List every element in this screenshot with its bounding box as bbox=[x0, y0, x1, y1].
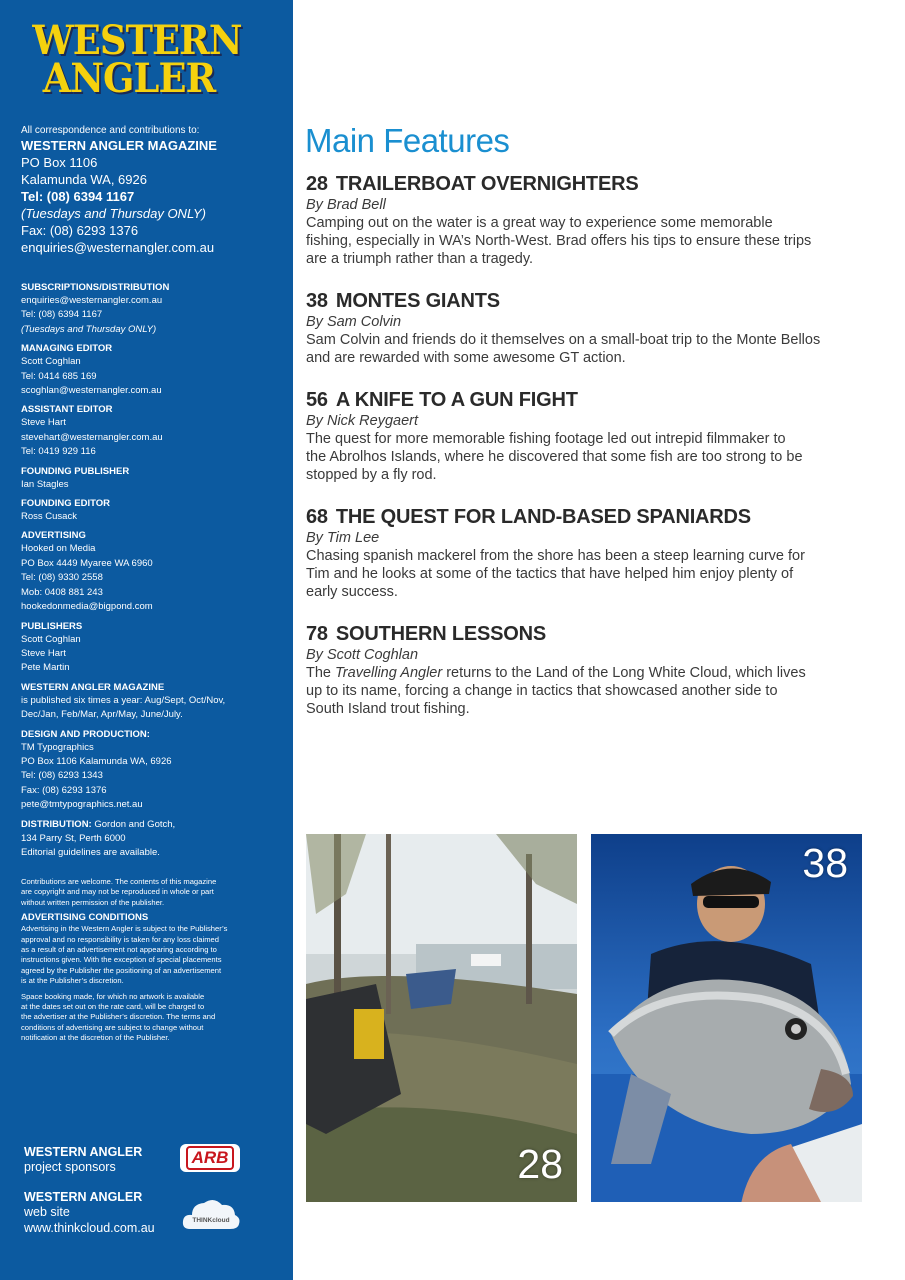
feature-byline: By Sam Colvin bbox=[306, 314, 402, 330]
managing-editor-heading: MANAGING EDITOR bbox=[21, 343, 113, 355]
contact-email[interactable]: enquiries@westernangler.com.au bbox=[21, 240, 215, 255]
feature-heading: THE QUEST FOR LAND-BASED SPANIARDS bbox=[335, 506, 751, 528]
feature-article[interactable] bbox=[306, 388, 866, 484]
feature-page-number: 38 bbox=[306, 290, 328, 312]
feature-article[interactable] bbox=[306, 622, 866, 718]
project-sponsors bbox=[24, 1144, 174, 1176]
publisher-3: Pete Martin bbox=[21, 662, 70, 674]
design-heading: DESIGN AND PRODUCTION: bbox=[21, 728, 150, 740]
contact-magazine: WESTERN ANGLER MAGAZINE bbox=[21, 138, 217, 153]
design-tel: Tel: (08) 6293 1343 bbox=[21, 770, 103, 782]
feature-heading: A KNIFE TO A GUN FIGHT bbox=[335, 389, 578, 411]
feature-title bbox=[306, 289, 866, 313]
contact-intro: All correspondence and contributions to: bbox=[21, 125, 200, 136]
giant-trevally-photo-image bbox=[591, 834, 862, 1202]
distribution-name: Gordon and Gotch, bbox=[94, 818, 176, 830]
space-booking-line: notification at the discretion of the Publisher. bbox=[21, 1033, 170, 1043]
feature-description: stopped by a fly rod. bbox=[306, 467, 437, 483]
managing-editor-tel: Tel: 0414 685 169 bbox=[21, 370, 97, 382]
website-title: WESTERN ANGLER bbox=[24, 1190, 143, 1204]
contact-block bbox=[21, 124, 281, 256]
design-name: TM Typographics bbox=[21, 741, 94, 753]
founding-publisher-name: Ian Stagles bbox=[21, 478, 69, 490]
feature-page-number: 78 bbox=[306, 623, 328, 645]
feature-byline: By Tim Lee bbox=[306, 530, 380, 546]
feature-description: Sam Colvin and friends do it themselves on a small-boat trip to the Monte Bellos bbox=[306, 332, 821, 348]
distribution-address: 134 Parry St, Perth 6000 bbox=[21, 832, 126, 844]
fine-print bbox=[21, 877, 265, 1044]
feature-title bbox=[306, 388, 866, 412]
advertising-heading: ADVERTISING bbox=[21, 530, 86, 542]
feature-description: Chasing spanish mackerel from the shore has been a steep learning curve for bbox=[306, 548, 805, 564]
feature-page-number: 28 bbox=[306, 173, 328, 195]
contact-fax: Fax: (08) 6293 1376 bbox=[21, 223, 139, 238]
advertising-name: Hooked on Media bbox=[21, 543, 96, 555]
thinkcloud-logo-text: THINKcloud bbox=[192, 1217, 230, 1224]
feature-heading: MONTES GIANTS bbox=[335, 290, 500, 312]
page-title: Main Features bbox=[305, 122, 510, 159]
design-email[interactable]: pete@tmtypographics.net.au bbox=[21, 799, 143, 811]
design-po: PO Box 1106 Kalamunda WA, 6926 bbox=[21, 755, 172, 767]
contributions-line: Contributions are welcome. The contents of this magazine bbox=[21, 877, 217, 886]
subscriptions-tel: Tel: (08) 6394 1167 bbox=[21, 309, 103, 321]
contact-tel: Tel: (08) 6394 1167 bbox=[21, 189, 135, 204]
advertising-conditions-line: agreed by the Publisher the positioning of an advertisement bbox=[21, 965, 222, 975]
feature-heading: TRAILERBOAT OVERNIGHTERS bbox=[335, 173, 639, 195]
contact-po-box: PO Box 1106 bbox=[21, 155, 98, 170]
founding-publisher-heading: FOUNDING PUBLISHER bbox=[21, 465, 130, 477]
feature-byline: By Brad Bell bbox=[306, 197, 386, 213]
feature-article[interactable] bbox=[306, 172, 866, 268]
distribution-heading: DISTRIBUTION: bbox=[21, 818, 92, 830]
space-booking-line: conditions of advertising are subject to change without bbox=[21, 1022, 204, 1032]
advertising-conditions-heading: ADVERTISING CONDITIONS bbox=[21, 912, 149, 924]
founding-editor-name: Ross Cusack bbox=[21, 511, 77, 523]
website-url[interactable]: www.thinkcloud.com.au bbox=[24, 1220, 155, 1235]
editorial-guidelines: Editorial guidelines are available. bbox=[21, 847, 160, 859]
thinkcloud-logo[interactable] bbox=[180, 1193, 242, 1237]
contributions-line: without written permission of the publisher. bbox=[21, 897, 165, 907]
arb-logo[interactable] bbox=[180, 1144, 240, 1172]
sidebar bbox=[0, 0, 293, 1280]
subscriptions-hours: (Tuesdays and Thursday ONLY) bbox=[21, 323, 157, 335]
advertising-tel: Tel: (08) 9330 2558 bbox=[21, 572, 103, 584]
advertising-conditions-line: Advertising in the Western Angler is subject to the Publisher’s bbox=[21, 924, 228, 934]
feature-description: fishing, especially in WA’s North-West. Brad offers his tips to ensure these trips bbox=[306, 233, 812, 249]
travelling-angler-title: Travelling Angler bbox=[335, 665, 443, 681]
staff-list bbox=[21, 276, 281, 861]
assistant-editor-name: Steve Hart bbox=[21, 417, 66, 429]
design-fax: Fax: (08) 6293 1376 bbox=[21, 784, 107, 796]
feature-description: The quest for more memorable fishing footage led out intrepid filmmaker to bbox=[306, 431, 786, 447]
schedule-line-2: Dec/Jan, Feb/Mar, Apr/May, June/July. bbox=[21, 709, 183, 721]
contributions-line: are copyright and may not be reproduced in whole or part bbox=[21, 887, 214, 897]
photo-page-number: 28 bbox=[517, 1141, 563, 1187]
feature-description: and are rewarded with some awesome GT action. bbox=[306, 350, 626, 366]
subscriptions-email[interactable]: enquiries@westernangler.com.au bbox=[21, 295, 163, 306]
feature-heading: SOUTHERN LESSONS bbox=[335, 623, 547, 645]
feature-article[interactable] bbox=[306, 289, 866, 367]
advertising-conditions-line: as a result of an advertisement not appearing according to bbox=[21, 945, 217, 955]
contact-suburb: Kalamunda WA, 6926 bbox=[21, 172, 147, 187]
subscriptions-heading: SUBSCRIPTIONS/DISTRIBUTION bbox=[21, 282, 170, 293]
website-subtitle: web site bbox=[24, 1205, 70, 1219]
assistant-editor-heading: ASSISTANT EDITOR bbox=[21, 404, 113, 416]
advertising-po: PO Box 4449 Myaree WA 6960 bbox=[21, 557, 153, 569]
feature-article[interactable] bbox=[306, 505, 866, 601]
advertising-conditions-line: approval and no responsibility is taken for any loss claimed bbox=[21, 934, 219, 944]
photo-page-number: 38 bbox=[802, 840, 848, 886]
feature-description: up to its name, forcing a change in tactics that showcased another side to bbox=[306, 683, 778, 699]
space-booking-line: at the dates set out on the rate card, will be charged to bbox=[21, 1002, 205, 1012]
feature-page-number: 68 bbox=[306, 506, 328, 528]
schedule-line-1: is published six times a year: Aug/Sept, Oct/Nov, bbox=[21, 694, 226, 706]
founding-editor-heading: FOUNDING EDITOR bbox=[21, 498, 111, 510]
feature-description: The Travelling Angler returns to the Land of the Long White Cloud, which lives bbox=[306, 665, 806, 681]
sponsor-title: WESTERN ANGLER bbox=[24, 1145, 143, 1159]
western-angler-logo: WESTERN ANGLER bbox=[32, 17, 242, 102]
feature-byline: By Nick Reygaert bbox=[306, 413, 419, 429]
photo-trailerboat-camp[interactable] bbox=[306, 834, 577, 1202]
advertising-email[interactable]: hookedonmedia@bigpond.com bbox=[21, 601, 153, 613]
publisher-1: Scott Coghlan bbox=[21, 633, 81, 645]
feature-page-number: 56 bbox=[306, 389, 328, 411]
space-booking-line: Space booking made, for which no artwork is available bbox=[21, 991, 205, 1001]
publisher-2: Steve Hart bbox=[21, 647, 66, 659]
arb-logo-text: ARB bbox=[186, 1146, 235, 1170]
feature-description: are a triumph rather than a tragedy. bbox=[306, 251, 534, 267]
assistant-editor-tel: Tel: 0419 929 116 bbox=[21, 446, 96, 458]
advertising-conditions-line: is at the Publisher’s discretion. bbox=[21, 976, 124, 986]
managing-editor-name: Scott Coghlan bbox=[21, 356, 81, 368]
publishers-heading: PUBLISHERS bbox=[21, 620, 83, 632]
contact-hours: (Tuesdays and Thursday ONLY) bbox=[21, 206, 206, 221]
feature-description: Camping out on the water is a great way to experience some memorable bbox=[306, 215, 773, 231]
feature-description: South Island trout fishing. bbox=[306, 701, 470, 717]
space-booking-line: the advertiser at the Publisher’s discretion. The terms and bbox=[21, 1012, 216, 1022]
feature-title bbox=[306, 622, 866, 646]
assistant-editor-email[interactable]: stevehart@westernangler.com.au bbox=[21, 431, 163, 443]
web-site-sponsor bbox=[24, 1189, 194, 1236]
feature-title bbox=[306, 172, 866, 196]
feature-title bbox=[306, 505, 866, 529]
distribution-line bbox=[21, 818, 281, 832]
schedule-heading: WESTERN ANGLER MAGAZINE bbox=[21, 681, 165, 693]
feature-description: early success. bbox=[306, 584, 398, 600]
feature-description: Tim and he looks at some of the tactics that have helped him enjoy plenty of bbox=[306, 566, 794, 582]
sponsor-subtitle: project sponsors bbox=[24, 1160, 116, 1174]
photo-gt-catch[interactable] bbox=[591, 834, 862, 1202]
advertising-conditions-line: instructions given. With the exception of special placements bbox=[21, 955, 222, 965]
managing-editor-email[interactable]: scoghlan@westernangler.com.au bbox=[21, 385, 162, 397]
advertising-mob: Mob: 0408 881 243 bbox=[21, 586, 103, 598]
feature-description: the Abrolhos Islands, where he discovered that some fish are too strong to be bbox=[306, 449, 803, 465]
feature-byline: By Scott Coghlan bbox=[306, 647, 419, 663]
